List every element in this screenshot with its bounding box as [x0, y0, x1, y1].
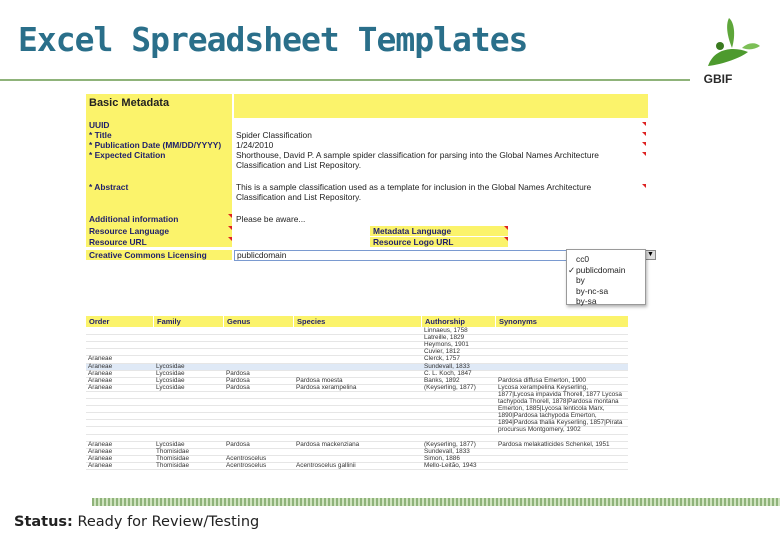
meta-label: * Publication Date (MM/DD/YYYY): [86, 140, 232, 150]
comment-marker: [504, 237, 508, 241]
citation-cell-line2: Classification and List Repository.: [236, 160, 362, 170]
table-cell[interactable]: 1877|Lycosa impavida Thorell, 1877 Lycosa: [498, 390, 622, 398]
meta-label: UUID: [86, 120, 232, 130]
column-header[interactable]: Genus: [224, 316, 293, 327]
row-gridline: [86, 355, 628, 356]
comment-marker: [642, 142, 646, 146]
table-cell[interactable]: Pardosa: [226, 383, 250, 391]
citation-cell[interactable]: Shorthouse, David P. A sample spider classification for parsing into the Global Names Architecture: [236, 150, 599, 160]
table-cell[interactable]: Linnaeus, 1758: [424, 327, 468, 334]
meta-label: * Title: [86, 130, 232, 140]
comment-marker: [642, 152, 646, 156]
meta-label: Resource URL: [86, 237, 232, 247]
table-cell[interactable]: Lycosidae: [156, 383, 185, 391]
pubdate-cell[interactable]: 1/24/2010: [236, 140, 274, 150]
table-cell[interactable]: Araneae: [88, 355, 113, 363]
status-label: Status:: [14, 514, 73, 530]
comment-marker: [504, 226, 508, 230]
status-line: [14, 514, 259, 530]
table-cell[interactable]: Thomisidae: [156, 461, 190, 469]
metadata-header-fill: [234, 94, 648, 118]
table-cell[interactable]: (Keyserling, 1877): [424, 383, 476, 391]
title-divider: [0, 79, 690, 81]
comment-marker: [228, 226, 232, 230]
table-cell[interactable]: Pardosa melakatlicides Schenkel, 1951: [498, 440, 610, 448]
dropdown-arrow-button[interactable]: ▼: [645, 250, 656, 260]
table-cell[interactable]: procursus Montgomery, 1902: [498, 426, 581, 434]
table-cell[interactable]: Lycosidae: [156, 369, 185, 377]
table-cell[interactable]: Emerton, 1885|Lycosa lenticola Marx,: [498, 405, 605, 413]
metadata-language-label: Metadata Language: [370, 226, 508, 236]
table-cell[interactable]: Acentroscelus: [226, 461, 267, 469]
table-cell[interactable]: Araneae: [88, 461, 113, 469]
licensing-select[interactable]: publicdomain: [234, 250, 646, 261]
meta-label: * Abstract: [86, 182, 232, 192]
table-cell[interactable]: C. L. Koch, 1847: [424, 369, 472, 377]
column-header[interactable]: Species: [294, 316, 421, 327]
meta-label: * Expected Citation: [86, 150, 232, 160]
row-gridline: [86, 434, 628, 435]
comment-marker: [642, 184, 646, 188]
dropdown-option[interactable]: by-nc-sa: [576, 285, 609, 296]
table-cell[interactable]: Acentroscelus: [226, 454, 267, 462]
table-cell[interactable]: tachypoda Thorell, 1878|Pardosa montana: [498, 398, 619, 405]
table-cell[interactable]: Araneae: [88, 376, 113, 384]
column-header[interactable]: Synonyms: [496, 316, 628, 327]
meta-label: Additional information: [86, 214, 232, 224]
table-cell[interactable]: Lycosa xerampelina Keyserling,: [498, 383, 588, 391]
table-cell[interactable]: Latreille, 1829: [424, 334, 465, 342]
table-cell[interactable]: Acentroscelus gallinii: [296, 461, 356, 469]
table-cell[interactable]: (Keyserling, 1877): [424, 440, 476, 448]
table-cell[interactable]: Cuvier, 1812: [424, 348, 460, 356]
table-cell[interactable]: Simon, 1886: [424, 454, 460, 462]
metadata-heading: Basic Metadata: [86, 94, 232, 112]
comment-marker: [642, 122, 646, 126]
table-cell[interactable]: Pardosa moesta: [296, 376, 343, 384]
check-icon: ✓: [568, 264, 576, 275]
table-cell[interactable]: Banks, 1892: [424, 376, 460, 384]
row-gridline: [86, 469, 628, 470]
meta-label: Resource Language: [86, 226, 232, 236]
row-gridline: [86, 341, 628, 342]
table-cell[interactable]: Thomisidae: [156, 447, 190, 455]
dropdown-option-selected[interactable]: ✓ publicdomain: [568, 264, 626, 275]
metadata-sheet: [86, 94, 648, 264]
column-header[interactable]: Order: [86, 316, 153, 327]
dropdown-option[interactable]: by-sa: [576, 296, 597, 306]
licensing-dropdown-list[interactable]: [566, 249, 646, 305]
comment-marker: [642, 132, 646, 136]
resource-logo-url-label: Resource Logo URL: [370, 237, 508, 247]
table-cell[interactable]: Araneae: [88, 383, 113, 391]
table-cell[interactable]: Lycosidae: [156, 440, 185, 448]
table-cell[interactable]: Araneae: [88, 369, 113, 377]
table-cell[interactable]: Araneae: [88, 454, 113, 462]
dropdown-option[interactable]: by: [576, 275, 585, 285]
dropdown-option[interactable]: cc0: [576, 254, 590, 264]
table-cell[interactable]: Sundevall, 1833: [424, 447, 470, 455]
table-cell[interactable]: Pardosa diffusa Emerton, 1900: [498, 376, 586, 384]
table-cell[interactable]: Lycosidae: [156, 362, 185, 370]
status-value: Ready for Review/Testing: [77, 514, 260, 530]
table-cell[interactable]: Mello-Leitão, 1943: [424, 461, 477, 469]
table-cell[interactable]: Pardosa: [226, 369, 250, 377]
table-cell[interactable]: Thomisidae: [156, 454, 190, 462]
table-cell[interactable]: Pardosa mackenziana: [296, 440, 360, 448]
abstract-cell-line2: Classification and List Repository.: [236, 192, 362, 202]
abstract-cell[interactable]: This is a sample classification used as a template for inclusion in the Global Names Architecture: [236, 182, 592, 192]
table-cell[interactable]: 1890|Pardosa tachypoda Emerton,: [498, 412, 597, 420]
table-cell[interactable]: Pardosa: [226, 440, 250, 448]
table-cell[interactable]: Sundevall, 1833: [424, 362, 470, 370]
comment-marker: [228, 237, 232, 241]
comment-marker: [228, 214, 232, 218]
table-cell[interactable]: Clerck, 1757: [424, 355, 460, 363]
meta-label: Creative Commons Licensing: [86, 250, 232, 260]
table-cell[interactable]: Araneae: [88, 362, 113, 370]
column-header[interactable]: Authorship: [422, 316, 495, 327]
slide-title: Excel Spreadsheet Templates: [18, 20, 528, 59]
taxonomy-sheet: [86, 316, 628, 470]
title-cell[interactable]: Spider Classification: [236, 130, 312, 140]
table-cell[interactable]: Heymons, 1901: [424, 341, 469, 349]
row-gridline: [86, 348, 628, 349]
table-cell[interactable]: Araneae: [88, 447, 113, 455]
table-cell[interactable]: 1894|Pardosa thalia Keyserling, 1857|Pirata: [498, 419, 623, 427]
gbif-logo-text: GBIF: [703, 72, 733, 86]
row-gridline: [86, 334, 628, 335]
additional-info-cell[interactable]: Please be aware...: [236, 214, 306, 224]
table-cell[interactable]: Araneae: [88, 440, 113, 448]
column-header[interactable]: Family: [154, 316, 223, 327]
table-cell[interactable]: Lycosidae: [156, 376, 185, 384]
footer-dotted-bar: [92, 498, 780, 506]
table-cell[interactable]: Pardosa: [226, 376, 250, 384]
table-cell[interactable]: Pardosa xerampelina: [296, 383, 357, 391]
